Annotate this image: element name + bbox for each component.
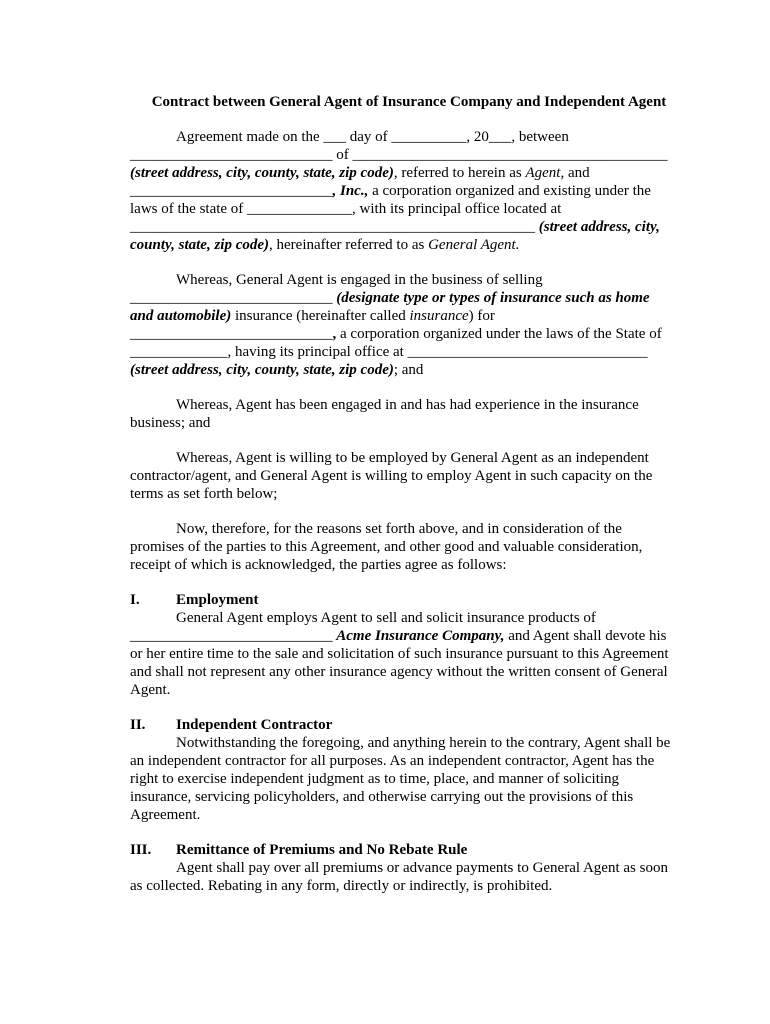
- line: ___________________________ Acme Insurance Company, and Agent shall devote his: [130, 628, 667, 644]
- line: _____________, having its principal office at ________________________________: [130, 344, 648, 360]
- line: Now, therefore, for the reasons set forth above, and in consideration of the: [176, 521, 622, 537]
- line: ______________________________________________________ (street address, city,: [130, 219, 660, 235]
- line: (street address, city, county, state, zip code), referred to herein as Agent, and: [130, 165, 590, 181]
- section-title: Independent Contractor: [176, 717, 333, 733]
- line: Whereas, Agent is willing to be employed by General Agent as an independent: [176, 450, 649, 466]
- agreement-paragraph: [130, 128, 676, 254]
- whereas-paragraph-business: [130, 271, 676, 379]
- section-heading-employment: [130, 591, 676, 609]
- section-number: III.: [130, 842, 152, 858]
- section-heading-remittance: [130, 841, 676, 859]
- line: Notwithstanding the foregoing, and anything herein to the contrary, Agent shall be: [176, 735, 671, 751]
- section-title: Remittance of Premiums and No Rebate Rule: [176, 842, 468, 858]
- document-title: Contract between General Agent of Insurance Company and Independent Agent: [151, 94, 667, 110]
- section-body-employment: [130, 609, 676, 699]
- section-number: II.: [130, 717, 146, 733]
- line: ___________________________ (designate type or types of insurance such as home: [130, 290, 650, 306]
- line: right to exercise independent judgment as to time, place, and manner of soliciting: [130, 771, 620, 787]
- line: Agreement made on the ___ day of __________, 20___, between: [176, 129, 569, 145]
- line: terms as set forth below;: [130, 486, 278, 502]
- section-heading-independent-contractor: [130, 716, 676, 734]
- line: receipt of which is acknowledged, the parties agree as follows:: [130, 557, 507, 573]
- line: an independent contractor for all purposes. As an independent contractor, Agent has the: [130, 753, 655, 769]
- line: ___________________________, Inc., a corporation organized and existing under the: [130, 183, 651, 199]
- section-body-independent-contractor: [130, 734, 676, 824]
- line: contractor/agent, and General Agent is willing to employ Agent in such capacity on the: [130, 468, 653, 484]
- line: ___________________________, a corporation organized under the laws of the State of: [130, 326, 662, 342]
- line: or her entire time to the sale and solicitation of such insurance pursuant to this Agreement: [130, 646, 669, 662]
- line: promises of the parties to this Agreement, and other good and valuable consideration,: [130, 539, 643, 555]
- document-body: [130, 93, 676, 912]
- line: Whereas, Agent has been engaged in and has had experience in the insurance: [176, 397, 639, 413]
- line: Agent.: [130, 682, 171, 698]
- line: ___________________________ of __________________________________________: [130, 147, 668, 163]
- whereas-paragraph-willing: [130, 449, 676, 503]
- line: county, state, zip code), hereinafter referred to as General Agent.: [130, 237, 520, 253]
- line: Whereas, General Agent is engaged in the business of selling: [176, 272, 543, 288]
- section-title: Employment: [176, 592, 259, 608]
- line: and automobile) insurance (hereinafter called insurance) for: [130, 308, 495, 324]
- section-number: I.: [130, 592, 140, 608]
- line: as collected. Rebating in any form, directly or indirectly, is prohibited.: [130, 878, 553, 894]
- line: laws of the state of ______________, with its principal office located at: [130, 201, 562, 217]
- line: and shall not represent any other insurance agency without the written consent of General: [130, 664, 668, 680]
- section-body-remittance: [130, 859, 676, 895]
- line: General Agent employs Agent to sell and solicit insurance products of: [176, 610, 596, 626]
- now-therefore-paragraph: [130, 520, 676, 574]
- line: Agent shall pay over all premiums or advance payments to General Agent as soon: [176, 860, 668, 876]
- line: insurance, servicing policyholders, and otherwise carrying out the provisions of this: [130, 789, 634, 805]
- line: (street address, city, county, state, zip code); and: [130, 362, 424, 378]
- line: business; and: [130, 415, 211, 431]
- whereas-paragraph-experience: [130, 396, 676, 432]
- line: Agreement.: [130, 807, 201, 823]
